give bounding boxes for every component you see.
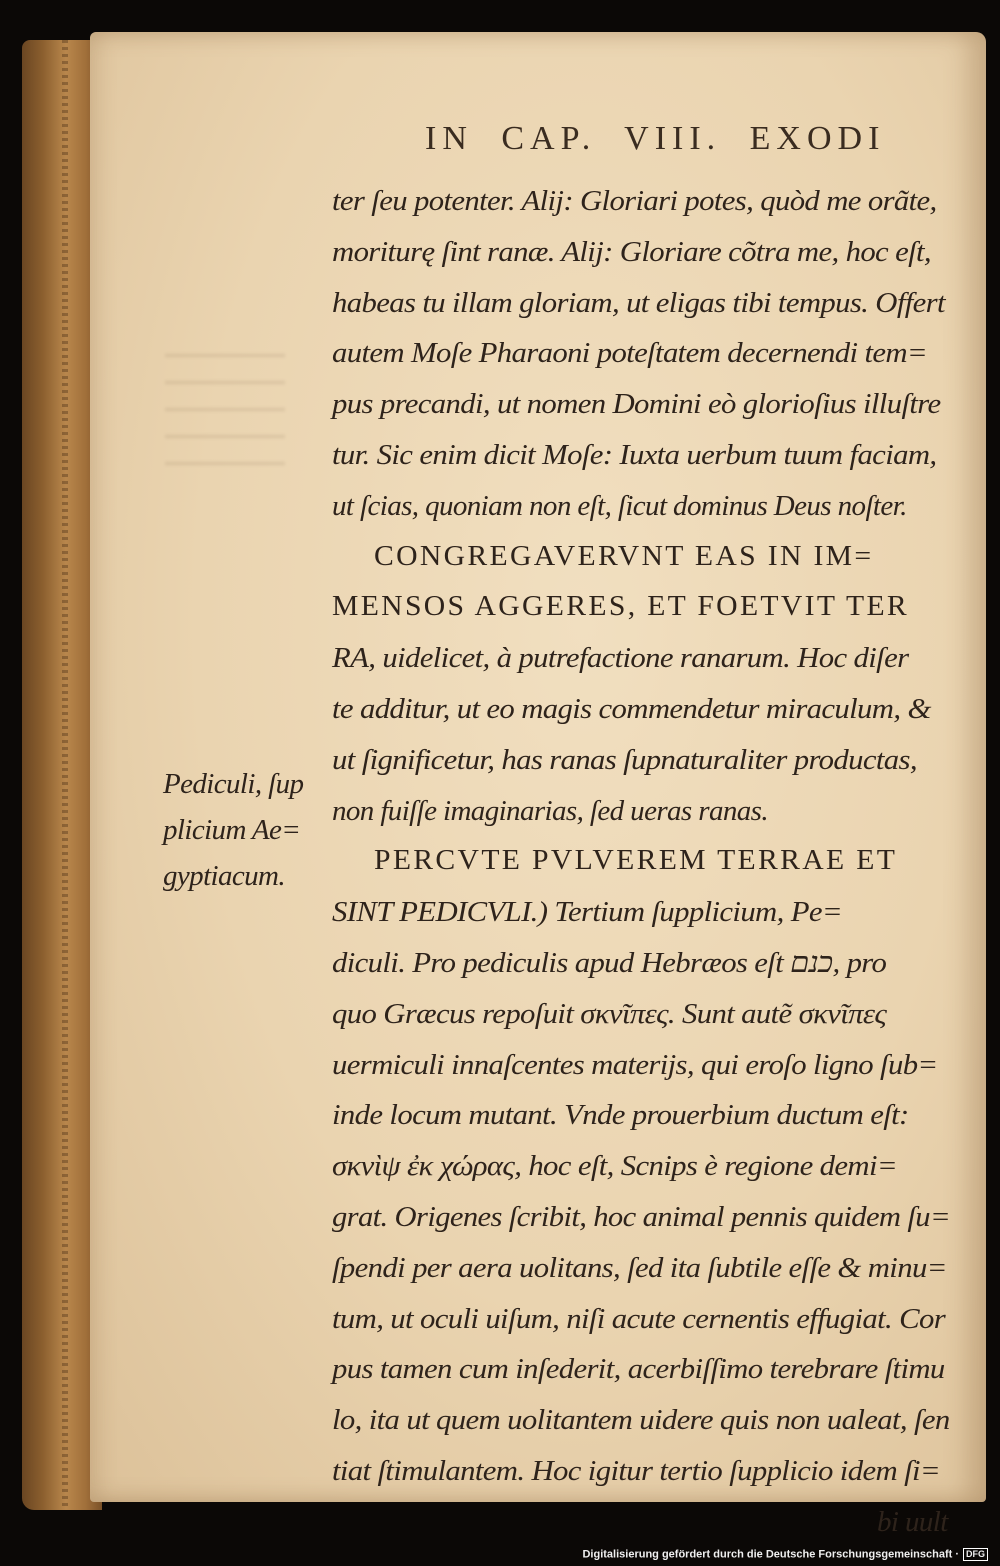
text-line: tiat ſtimulantem. Hoc igitur tertio ſupplicio idem ſi= [332,1455,940,1487]
text-line: habeas tu illam gloriam, ut eligas tibi tempus. Offert [332,286,945,319]
text-line: autem Moſe Pharaoni poteſtatem decernendi tem= [332,337,928,370]
text-line: pus precandi, ut nomen Domini eò glorioſius illuſtre [332,388,941,421]
text-line: PERCVTE PVLVEREM TERRAE ET [374,845,898,877]
text-line: ter ſeu potenter. Alij: Gloriari potes, quòd me orãte, [332,185,937,217]
text-line: MENSOS AGGERES, ET FOETVIT TER [332,591,910,623]
text-line: SINT PEDICVLI.) Tertium ſupplicium, Pe= [332,896,842,929]
text-line: grat. Origenes ſcribit, hoc animal pennis quidem ſu= [332,1201,951,1233]
credit-text: Digitalisierung gefördert durch die Deutsche Forschungsgemeinschaft · [582,1548,959,1561]
text-line: tum, ut oculi uiſum, niſi acute cernentis effugiat. Cor [332,1302,946,1335]
text-line: te additur, ut eo magis commendetur miraculum, & [332,693,931,725]
text-line: ſpendi per aera uolitans, ſed ita ſubtile eſſe & minu= [332,1251,947,1284]
text-line: ut ſignificetur, has ranas ſupnaturaliter productas, [332,743,917,776]
margin-note-line: Pediculi, ſup [163,768,304,800]
text-line: diculi. Pro pediculis apud Hebræos eſt כנם, pro [332,947,887,979]
text-line: bi uult [877,1505,948,1538]
text-line: lo, ita ut quem uolitantem uidere quis non ualeat, ſen [332,1404,950,1437]
text-line: non fuiſſe imaginarias, ſed ueras ranas. [332,794,768,827]
margin-note-line: plicium Ae= [163,814,301,846]
text-line: pus tamen cum inſederit, acerbiſſimo terebrare ſtimu [332,1353,945,1386]
margin-note-line: gyptiacum. [163,860,286,892]
running-head: IN CAP. VIII. EXODI [425,120,886,157]
text-line: ut ſcias, quoniam non eſt, ſicut dominus Deus noſter. [332,489,907,522]
text-line: CONGREGAVERVNT EAS IN IM= [374,540,874,572]
text-line: RA, uidelicet, à putrefactione ranarum. Hoc diſer [332,642,909,675]
text-line: quo Græcus repoſuit σκνῖπες. Sunt autẽ σκνῖπες [332,997,887,1030]
text-line: inde locum mutant. Vnde prouerbium ductum eſt: [332,1099,909,1132]
text-line: tur. Sic enim dicit Moſe: Iuxta uerbum tuum faciam, [332,439,937,471]
bleed-through-marks [165,330,285,510]
text-line: uermiculi innaſcentes materijs, qui eroſo ligno ſub= [332,1048,938,1081]
dfg-logo: DFG [963,1548,988,1561]
digitization-credit [582,1548,988,1561]
text-line: moriturę ſint ranæ. Alij: Gloriare cõtra me, hoc eſt, [332,235,931,268]
text-line: σκνὶψ ἐκ χώρας, hoc eſt, Scnips è regione demi= [332,1150,897,1183]
